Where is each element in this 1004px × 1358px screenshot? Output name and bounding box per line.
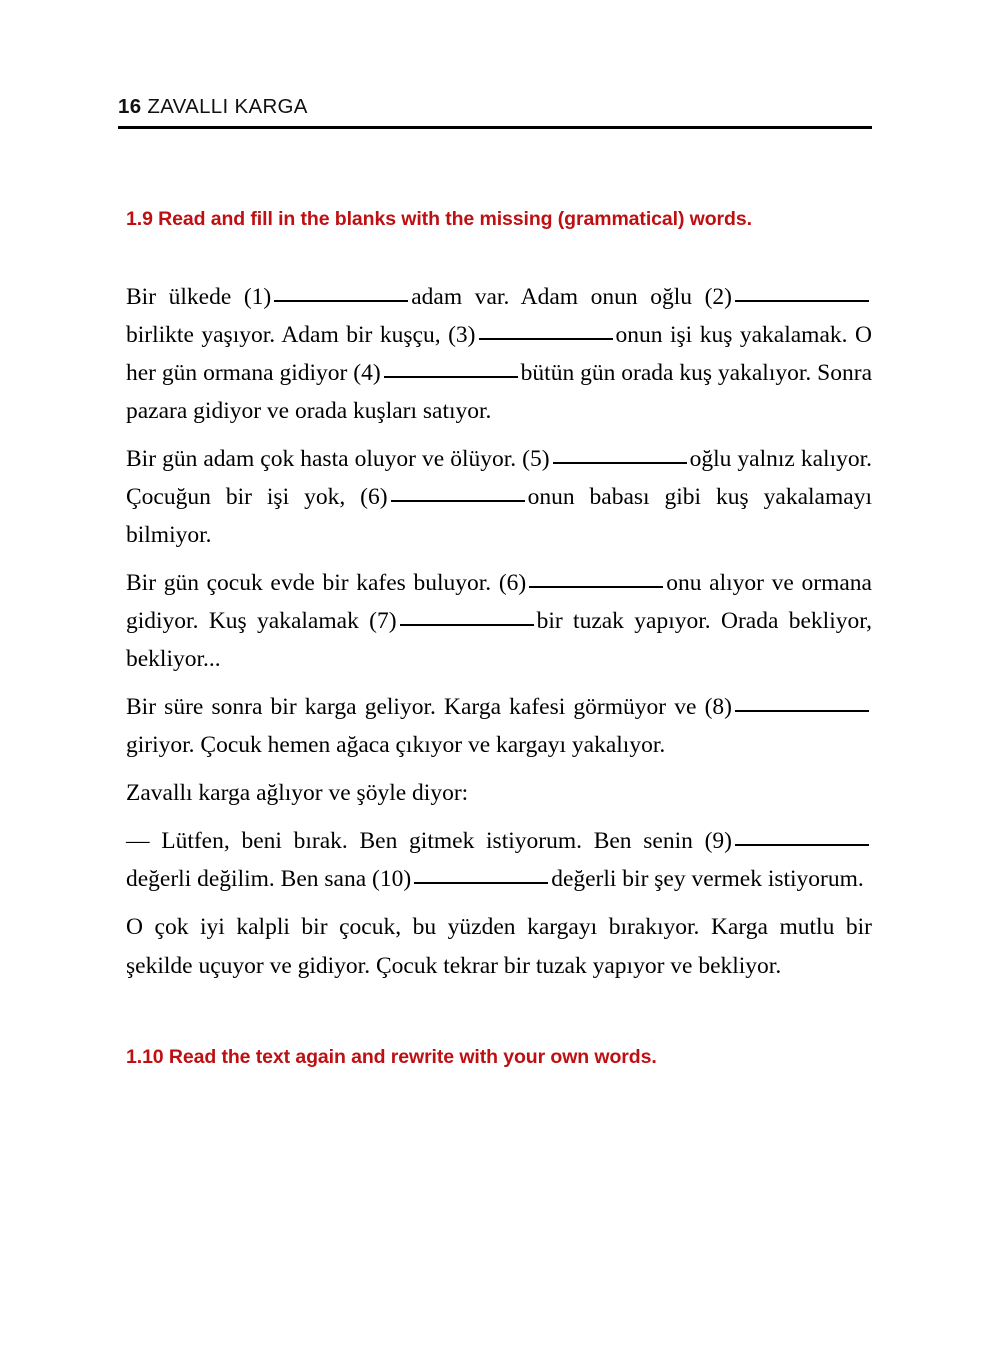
section-spacer bbox=[126, 986, 872, 1044]
text-run: Bir gün çocuk evde bir kafes buluyor. (6) bbox=[126, 570, 527, 596]
blank-4[interactable] bbox=[384, 376, 518, 378]
exercise-heading-1-10: 1.10 Read the text again and rewrite with your own words. bbox=[126, 1046, 657, 1068]
reading-text bbox=[126, 278, 872, 986]
blank-6b[interactable] bbox=[529, 586, 663, 588]
blank-5[interactable] bbox=[553, 462, 687, 464]
blank-7[interactable] bbox=[400, 624, 534, 626]
text-run: onun babası gibi kuş yakalamayı bilmiyor. bbox=[126, 484, 872, 548]
text-run: adam var. Adam onun oğlu (2) bbox=[411, 284, 732, 310]
running-title: ZAVALLI KARGA bbox=[147, 95, 308, 118]
text-run: Bir gün adam çok hasta oluyor ve ölüyor. (5) bbox=[126, 446, 550, 472]
page-number: 16 bbox=[118, 95, 142, 118]
blank-9[interactable] bbox=[735, 844, 869, 846]
text-run: bir tuzak yapıyor. Orada bekliyor, bekliyor... bbox=[126, 608, 873, 672]
paragraph-7 bbox=[126, 908, 872, 986]
paragraph-4 bbox=[126, 688, 872, 764]
blank-1[interactable] bbox=[274, 300, 408, 302]
blank-3[interactable] bbox=[479, 338, 613, 340]
header-rule bbox=[118, 126, 872, 129]
text-run: Bir ülkede (1) bbox=[126, 284, 272, 310]
paragraph-6-dialogue bbox=[126, 822, 872, 898]
text-run: onu alıyor ve ormana gidiyor. Kuş yakalamak (7) bbox=[126, 570, 872, 634]
text-run: O çok iyi kalpli bir çocuk, bu yüzden kargayı bırakıyor. Karga mutlu bir şekilde uçuyor ve gidiyor. Çocuk tekrar bir tuzak yapıyor ve bekliyor. bbox=[126, 914, 872, 979]
paragraph-5 bbox=[126, 774, 872, 812]
text-run: birlikte yaşıyor. Adam bir kuşçu, (3) bbox=[126, 322, 476, 348]
running-header bbox=[118, 95, 872, 119]
blank-8[interactable] bbox=[735, 710, 869, 712]
text-run: bütün gün orada kuş yakalıyor. Sonra pazara gidiyor ve orada kuşları satıyor. bbox=[126, 360, 872, 424]
text-run: — Lütfen, beni bırak. Ben gitmek istiyorum. Ben senin (9) bbox=[126, 828, 732, 854]
text-run: değerli bir şey vermek istiyorum. bbox=[551, 866, 864, 892]
blank-10[interactable] bbox=[414, 882, 548, 884]
text-run: oğlu yalnız kalıyor. Çocuğun bir işi yok, (6) bbox=[126, 446, 872, 510]
paragraph-1 bbox=[126, 278, 872, 430]
exercise-heading-1-9: 1.9 Read and fill in the blanks with the missing (grammatical) words. bbox=[126, 208, 752, 230]
text-run: değerli değilim. Ben sana (10) bbox=[126, 866, 412, 892]
paragraph-3 bbox=[126, 564, 872, 678]
blank-2[interactable] bbox=[735, 300, 869, 302]
page-content bbox=[126, 206, 872, 1070]
text-run: Bir süre sonra bir karga geliyor. Karga kafesi görmüyor ve (8) bbox=[126, 694, 732, 720]
blank-6[interactable] bbox=[391, 500, 525, 502]
text-run: giriyor. Çocuk hemen ağaca çıkıyor ve kargayı yakalıyor. bbox=[126, 732, 666, 758]
text-run: onun işi kuş yakalamak. O her gün ormana gidiyor (4) bbox=[126, 322, 872, 386]
text-run: Zavallı karga ağlıyor ve şöyle diyor: bbox=[126, 780, 469, 806]
paragraph-2 bbox=[126, 440, 872, 554]
